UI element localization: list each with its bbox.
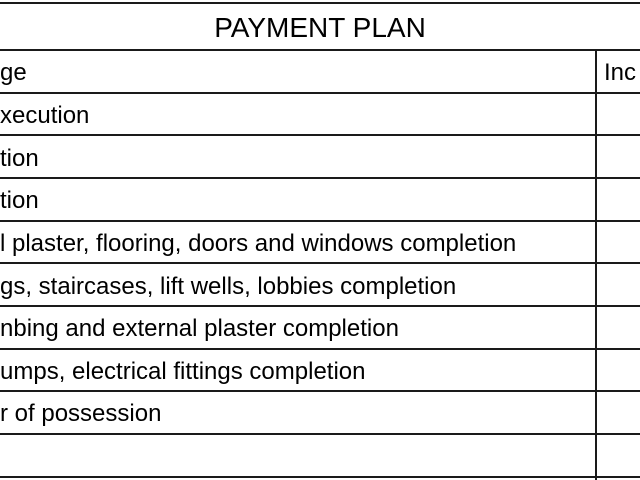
- table-row-stage: xecution: [0, 102, 90, 129]
- row-border: [0, 220, 640, 222]
- table-title: PAYMENT PLAN: [214, 12, 426, 43]
- row-border: [0, 476, 640, 478]
- title-bottom-border: [0, 49, 640, 51]
- table-row-stage: l plaster, flooring, doors and windows completion: [0, 230, 517, 257]
- table-row-stage: nbing and external plaster completion: [0, 315, 399, 342]
- row-border: [0, 390, 640, 392]
- row-border: [0, 348, 640, 350]
- header-stage-cell: ge: [0, 59, 27, 86]
- header-bottom-border: [0, 92, 640, 94]
- row-border: [0, 134, 640, 136]
- column-divider: [595, 49, 597, 480]
- row-border: [0, 262, 640, 264]
- row-border: [0, 433, 640, 435]
- table-row-stage: tion: [0, 145, 39, 172]
- table-row-stage: tion: [0, 187, 39, 214]
- row-border: [0, 305, 640, 307]
- table-row-stage: gs, staircases, lift wells, lobbies completion: [0, 273, 457, 300]
- header-right-cell: Inc: [604, 59, 637, 86]
- table-row-stage: umps, electrical fittings completion: [0, 358, 366, 385]
- table-row-stage: r of possession: [0, 400, 162, 427]
- table-top-border: [0, 2, 640, 4]
- row-border: [0, 177, 640, 179]
